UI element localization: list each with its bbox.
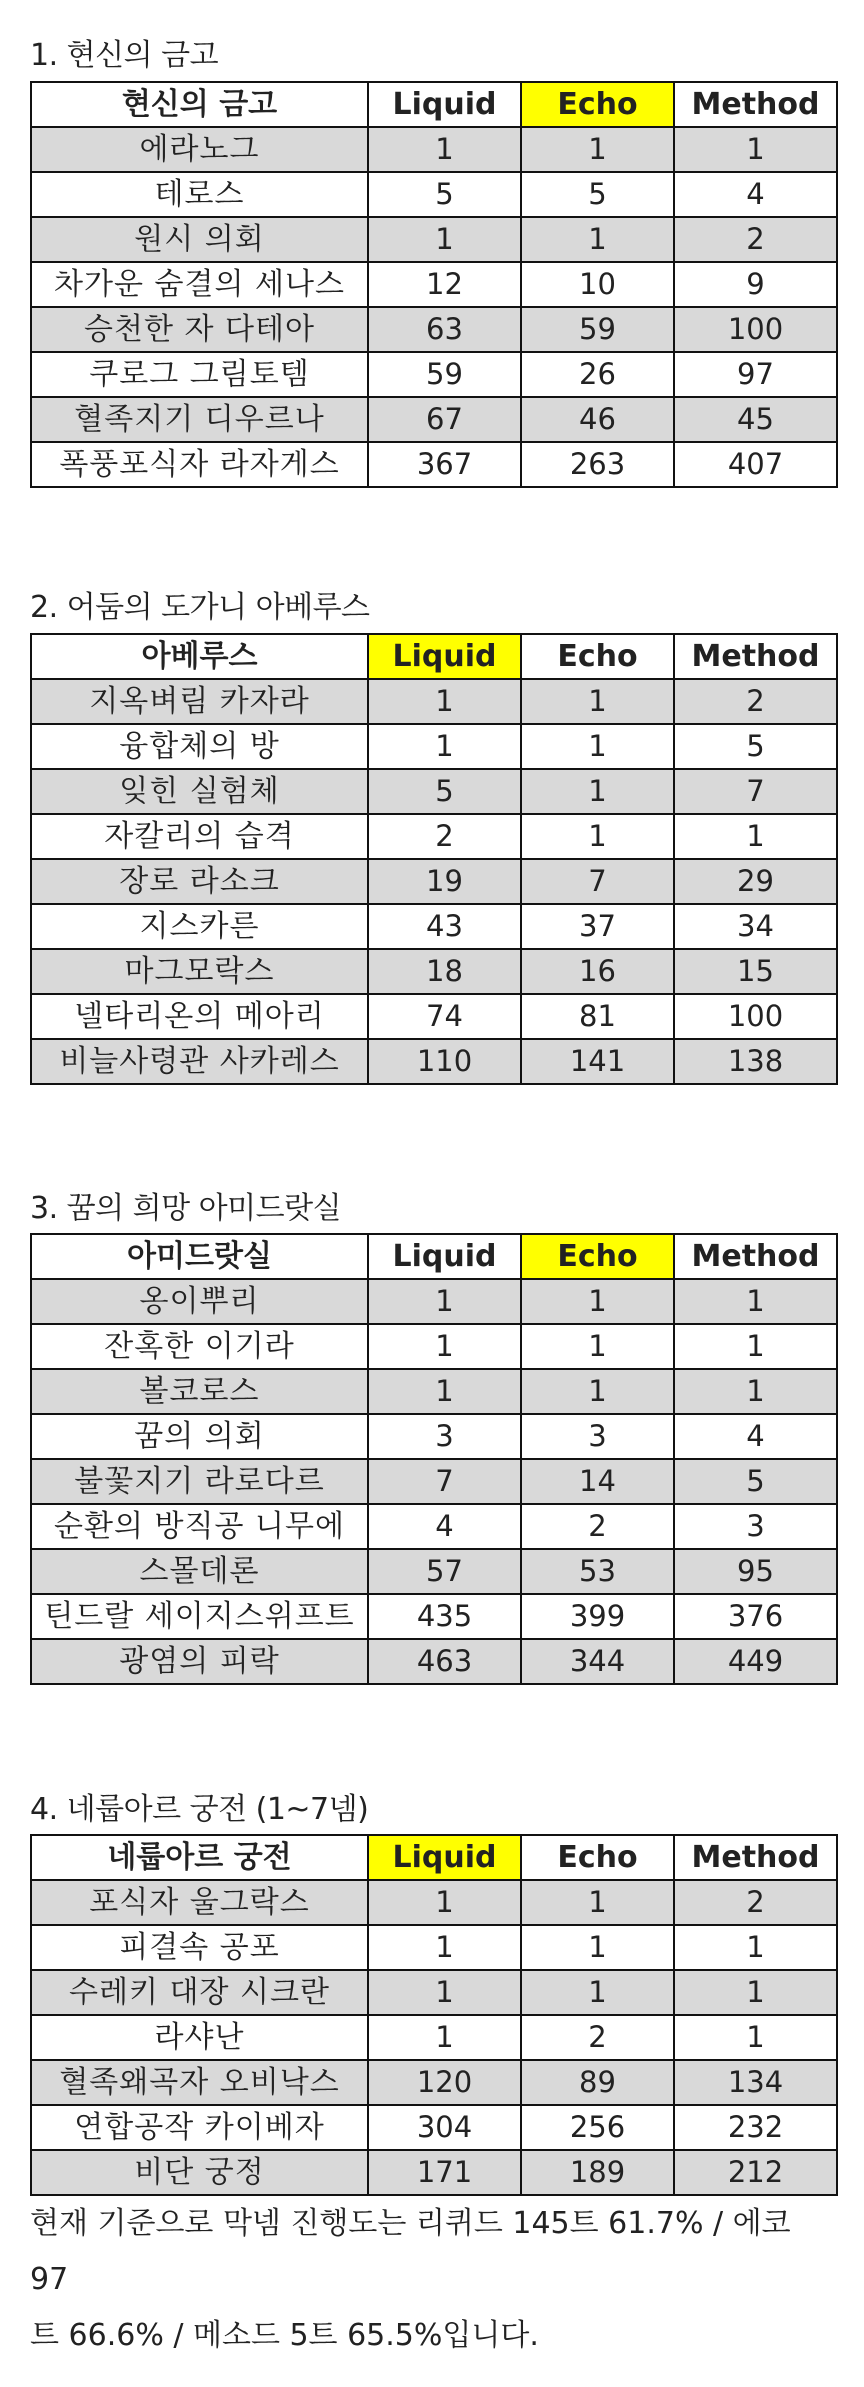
boss-name: 지옥벼림 카자라 [31,679,368,724]
liquid-rank: 43 [368,904,521,949]
liquid-rank: 171 [368,2150,521,2195]
table-header-echo: Echo [521,1234,674,1279]
section-4-title: 4. 네룹아르 궁전 (1~7넴) [30,1792,369,1827]
echo-rank: 189 [521,2150,674,2195]
echo-rank: 1 [521,1369,674,1414]
table-row [31,859,837,904]
echo-rank: 1 [521,679,674,724]
progress-summary-line-1: 현재 기준으로 막넴 진행도는 리퀴드 145트 61.7% / 에코 97 [30,2206,791,2297]
boss-name: 잔혹한 이기라 [31,1324,368,1369]
echo-rank: 89 [521,2060,674,2105]
table-row [31,1639,837,1684]
liquid-rank: 1 [368,1880,521,1925]
boss-name: 장로 라소크 [31,859,368,904]
echo-rank: 14 [521,1459,674,1504]
boss-name: 원시 의회 [31,217,368,262]
table-row [31,904,837,949]
liquid-rank: 435 [368,1594,521,1639]
liquid-rank: 63 [368,307,521,352]
echo-rank: 141 [521,1039,674,1084]
liquid-rank: 4 [368,1504,521,1549]
table-row [31,1279,837,1324]
liquid-rank: 1 [368,1279,521,1324]
table-row [31,814,837,859]
boss-name: 볼코로스 [31,1369,368,1414]
table-header-method: Method [674,82,837,127]
table-row [31,217,837,262]
method-rank: 138 [674,1039,837,1084]
boss-name: 꿈의 의회 [31,1414,368,1459]
method-rank: 7 [674,769,837,814]
echo-rank: 5 [521,172,674,217]
boss-name: 테로스 [31,172,368,217]
liquid-rank: 67 [368,397,521,442]
method-rank: 449 [674,1639,837,1684]
echo-rank: 1 [521,814,674,859]
boss-name: 융합체의 방 [31,724,368,769]
echo-rank: 53 [521,1549,674,1594]
echo-rank: 2 [521,1504,674,1549]
method-rank: 100 [674,994,837,1039]
echo-rank: 26 [521,352,674,397]
table-header-raid: 네룹아르 궁전 [31,1835,368,1880]
table-row [31,1324,837,1369]
method-rank: 2 [674,217,837,262]
table-header-liquid: Liquid [368,634,521,679]
table-row [31,262,837,307]
section-1-title: 1. 현신의 금고 [30,38,219,73]
liquid-rank: 5 [368,769,521,814]
method-rank: 4 [674,1414,837,1459]
echo-rank: 37 [521,904,674,949]
table-row [31,2105,837,2150]
table-row [31,442,837,487]
liquid-rank: 19 [368,859,521,904]
method-rank: 1 [674,1279,837,1324]
table-row [31,1459,837,1504]
echo-rank: 2 [521,2015,674,2060]
method-rank: 232 [674,2105,837,2150]
method-rank: 376 [674,1594,837,1639]
boss-name: 잊힌 실험체 [31,769,368,814]
liquid-rank: 367 [368,442,521,487]
progress-summary-line-2: 트 66.6% / 메소드 5트 65.5%입니다. [30,2318,539,2353]
table-header-liquid: Liquid [368,1234,521,1279]
boss-name: 넬타리온의 메아리 [31,994,368,1039]
boss-name: 차가운 숨결의 세나스 [31,262,368,307]
section-3-table [30,1233,838,1685]
table-row [31,1369,837,1414]
table-row [31,397,837,442]
method-rank: 95 [674,1549,837,1594]
boss-name: 불꽃지기 라로다르 [31,1459,368,1504]
echo-rank: 1 [521,127,674,172]
method-rank: 97 [674,352,837,397]
echo-rank: 3 [521,1414,674,1459]
boss-name: 광염의 피락 [31,1639,368,1684]
echo-rank: 7 [521,859,674,904]
liquid-rank: 1 [368,1369,521,1414]
liquid-rank: 1 [368,127,521,172]
boss-name: 혈족지기 디우르나 [31,397,368,442]
boss-name: 비단 궁정 [31,2150,368,2195]
boss-name: 라샤난 [31,2015,368,2060]
table-header-raid: 아베루스 [31,634,368,679]
method-rank: 5 [674,1459,837,1504]
echo-rank: 256 [521,2105,674,2150]
boss-name: 틴드랄 세이지스위프트 [31,1594,368,1639]
table-row [31,1880,837,1925]
liquid-rank: 59 [368,352,521,397]
method-rank: 212 [674,2150,837,2195]
boss-name: 스몰데론 [31,1549,368,1594]
table-header-method: Method [674,1835,837,1880]
echo-rank: 1 [521,769,674,814]
table-row [31,1039,837,1084]
table-row [31,769,837,814]
liquid-rank: 1 [368,1925,521,1970]
table-row [31,127,837,172]
boss-name: 에라노그 [31,127,368,172]
table-row [31,724,837,769]
method-rank: 134 [674,2060,837,2105]
table-header-echo: Echo [521,634,674,679]
method-rank: 1 [674,1369,837,1414]
echo-rank: 59 [521,307,674,352]
liquid-rank: 1 [368,1970,521,2015]
boss-name: 지스카른 [31,904,368,949]
table-row [31,1414,837,1459]
method-rank: 9 [674,262,837,307]
method-rank: 2 [674,679,837,724]
boss-name: 순환의 방직공 니무에 [31,1504,368,1549]
liquid-rank: 12 [368,262,521,307]
boss-name: 연합공작 카이베자 [31,2105,368,2150]
boss-name: 비늘사령관 사카레스 [31,1039,368,1084]
table-row [31,1549,837,1594]
boss-name: 혈족왜곡자 오비낙스 [31,2060,368,2105]
echo-rank: 263 [521,442,674,487]
method-rank: 1 [674,1925,837,1970]
table-row [31,1504,837,1549]
table-row [31,2060,837,2105]
table-row [31,352,837,397]
section-1-table [30,81,838,488]
table-row [31,2015,837,2060]
method-rank: 1 [674,127,837,172]
section-2-table [30,633,838,1085]
echo-rank: 10 [521,262,674,307]
table-row [31,949,837,994]
method-rank: 4 [674,172,837,217]
echo-rank: 1 [521,1970,674,2015]
method-rank: 3 [674,1504,837,1549]
table-row [31,1594,837,1639]
liquid-rank: 463 [368,1639,521,1684]
liquid-rank: 1 [368,724,521,769]
method-rank: 29 [674,859,837,904]
boss-name: 폭풍포식자 라자게스 [31,442,368,487]
liquid-rank: 120 [368,2060,521,2105]
table-header-raid: 현신의 금고 [31,82,368,127]
echo-rank: 1 [521,217,674,262]
liquid-rank: 1 [368,2015,521,2060]
liquid-rank: 5 [368,172,521,217]
method-rank: 1 [674,1324,837,1369]
method-rank: 5 [674,724,837,769]
liquid-rank: 57 [368,1549,521,1594]
method-rank: 100 [674,307,837,352]
liquid-rank: 3 [368,1414,521,1459]
echo-rank: 46 [521,397,674,442]
boss-name: 자칼리의 습격 [31,814,368,859]
echo-rank: 399 [521,1594,674,1639]
liquid-rank: 110 [368,1039,521,1084]
boss-name: 포식자 울그락스 [31,1880,368,1925]
progress-summary [30,2196,830,2364]
liquid-rank: 7 [368,1459,521,1504]
section-2-title: 2. 어둠의 도가니 아베루스 [30,590,370,625]
boss-name: 승천한 자 다테아 [31,307,368,352]
boss-name: 쿠로그 그림토템 [31,352,368,397]
method-rank: 34 [674,904,837,949]
liquid-rank: 304 [368,2105,521,2150]
boss-name: 수레키 대장 시크란 [31,1970,368,2015]
method-rank: 407 [674,442,837,487]
liquid-rank: 1 [368,1324,521,1369]
table-header-echo: Echo [521,1835,674,1880]
table-row [31,1925,837,1970]
echo-rank: 1 [521,1925,674,1970]
echo-rank: 344 [521,1639,674,1684]
table-row [31,994,837,1039]
method-rank: 45 [674,397,837,442]
section-4-table [30,1834,838,2196]
table-header-method: Method [674,634,837,679]
liquid-rank: 18 [368,949,521,994]
table-row [31,1970,837,2015]
table-header-liquid: Liquid [368,1835,521,1880]
boss-name: 피결속 공포 [31,1925,368,1970]
echo-rank: 16 [521,949,674,994]
echo-rank: 1 [521,1324,674,1369]
table-header-liquid: Liquid [368,82,521,127]
section-3-title: 3. 꿈의 희망 아미드랏실 [30,1191,342,1226]
method-rank: 1 [674,1970,837,2015]
liquid-rank: 74 [368,994,521,1039]
method-rank: 1 [674,814,837,859]
table-row [31,172,837,217]
table-row [31,307,837,352]
echo-rank: 1 [521,1279,674,1324]
table-row [31,679,837,724]
method-rank: 2 [674,1880,837,1925]
table-row [31,2150,837,2195]
liquid-rank: 2 [368,814,521,859]
method-rank: 1 [674,2015,837,2060]
liquid-rank: 1 [368,679,521,724]
boss-name: 옹이뿌리 [31,1279,368,1324]
echo-rank: 81 [521,994,674,1039]
table-header-echo: Echo [521,82,674,127]
liquid-rank: 1 [368,217,521,262]
echo-rank: 1 [521,1880,674,1925]
table-header-method: Method [674,1234,837,1279]
method-rank: 15 [674,949,837,994]
table-header-raid: 아미드랏실 [31,1234,368,1279]
boss-name: 마그모락스 [31,949,368,994]
echo-rank: 1 [521,724,674,769]
